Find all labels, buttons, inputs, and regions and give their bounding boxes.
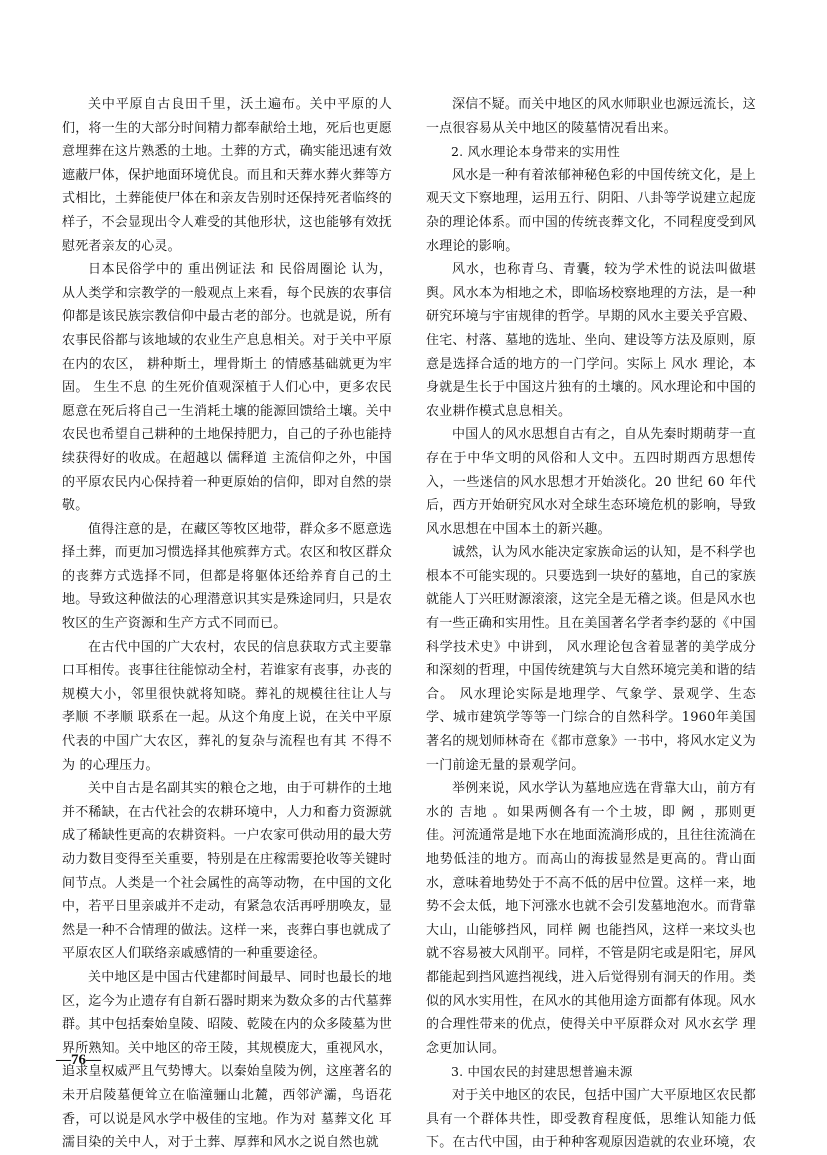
paragraph: 对于关中地区的农民，包括中国广大平原地区农民都具有一个群体共性，即受教育程度低，思维认知能力低下。在古代中国，由于种种客观原因造就的农业环境，农: [426, 1087, 757, 1151]
paragraph: 关中平原自古良田千里，沃土遍布。关中平原的人们，将一生的大部分时间精力都奉献给土地，死后也更愿意埋葬在这片熟悉的土地。土葬的方式，确实能迅速有效遮蔽尸体，保护地面环境优良。而且和天葬水葬火葬等方式相比，土葬能使尸体在和亲友告别时还保持死者临终的样子，不会显现出令人难受的其他形状，这也能够有效抚慰死者亲友的心灵。: [62, 97, 393, 254]
section-heading: 3. 中国农民的封建思想普遍未源: [451, 1064, 633, 1080]
paragraph: 风水是一种有着浓郁神秘色彩的中国传统文化，是上观天文下察地理，运用五行、阴阳、八卦等学说建立起庞杂的理论体系。而中国的传统丧葬文化，不同程度受到风水理论的影响。: [426, 167, 757, 254]
paragraph: 在古代中国的广大农村，农民的信息获取方式主要靠口耳相传。丧事往往能惊动全村，若谁家有丧事，办丧的规模大小，邻里很快就将知晓。葬礼的规模往往让人与 孝顺 不孝顺 联系在一起。从这个角度上说，在关中平原代表的中国广大农区，葬礼的复杂与流程也有其 不得不为 的心理压力。: [62, 639, 393, 773]
paragraph: 风水，也称青乌、青囊，较为学术性的说法叫做堪舆。风水本为相地之术，即临场校察地理的方法，是一种研究环境与宇宙规律的哲学。早期的风水主要关乎宫殿、住宅、村落、墓地的选址、坐向、建设等方法及原则，原意是选择合适的地方的一门学问。实际上 风水 理论，本身就是生长于中国这片独有的土壤的。风水理论和中国的农业耕作模式息息相关。: [426, 262, 757, 419]
left-column: [62, 93, 392, 1155]
paragraph: 诚然，认为风水能决定家族命运的认知，是不科学也根本不可能实现的。只要选到一块好的墓地，自己的家族就能人丁兴旺财源滚滚，这完全是无稽之谈。但是风水也有一些正确和实用性。且在美国著名学者李约瑟的《中国科学技术史》中讲到， 风水理论包含着显著的美学成分和深刻的哲理，中国传统建筑与大自然环境完美和谐的结合。 风水理论实际是地理学、气象学、景观学、生态学、城市建筑学等等一门综合的自然科学。1960年美国著名的规划师林奇在《都市意象》一书中，将风水定义为一门前途无量的景观学问。: [426, 545, 757, 773]
paragraph: 举例来说，风水学认为墓地应选在背靠大山，前方有水的 吉地 。如果两侧各有一个土坡，即 阙 ，那则更佳。河流通常是地下水在地面流淌形成的，且往往流淌在地势低洼的地方。而高山的海拔显然是更高的。背山面水，意味着地势处于不高不低的居中位置。这样一来，地势不会太低，地下河涨水也就不会引发墓地泡水。而背靠大山，山能够挡风，同样 阙 也能挡风，这样一来坟头也就不容易被大风削平。同样，不管是阴宅或是阳宅，屏风都能起到挡风遮挡视线，进入后觉得别有洞天的作用。类似的风水实用性，在风水的其他用途方面都有体现。风水的合理性带来的优点，使得关中平原群众对 风水玄学 理念更加认同。: [426, 781, 757, 1056]
right-column: [426, 93, 756, 1155]
section-heading: 2. 风水理论本身带来的实用性: [451, 144, 620, 160]
paragraph: 深信不疑。而关中地区的风水师职业也源远流长，这一点很容易从关中地区的陵墓情况看出来。: [426, 97, 756, 136]
paragraph: 值得注意的是，在藏区等牧区地带，群众多不愿意选择土葬，而更加习惯选择其他殡葬方式。农区和牧区群众的丧葬方式选择不同，但都是将躯体还给养育自己的土地。导致这种做法的心理潜意识其实是殊途同归，只是农牧区的生产资源和生产方式不同而已。: [62, 521, 393, 632]
paragraph: 日本民俗学中的 重出例证法 和 民俗周圈论 认为，从人类学和宗教学的一般观点上来看，每个民族的农事信仰都是该民族宗教信仰中最古老的部分。也就是说，所有农事民俗都与该地域的农业生产息息相关。对于关中平原在内的农区， 耕种斯土，埋骨斯土 的情感基础就更为牢固。 生生不息 的生死价值观深植于人们心中，更多农民愿意在死后将自己一生消耗土壤的能源回馈给土壤。关中农民也希望自己耕种的土地保持肥力，自己的子孙也能持续获得好的收成。在超越以 儒释道 主流信仰之外，中国的平原农民内心保持着一种更原始的信仰，即对自然的崇敬。: [62, 262, 393, 514]
paragraph: 关中自古是名副其实的粮仓之地，由于可耕作的土地并不稀缺，在古代社会的农耕环境中，人力和畜力资源就成了稀缺性更高的农耕资料。一户农家可供动用的最大劳动力数目变得至关重要，特别是在庄稼需要抢收等关键时间节点。人类是一个社会属性的高等动物，在中国的文化中，若平日里亲戚并不走动，有紧急农活再呼朋唤友，显然是一种不合情理的做法。这样一来，丧葬白事也就成了平原农区人们联络亲戚感情的一种重要途径。: [62, 781, 393, 962]
paragraph: 关中地区是中国古代建都时间最早、同时也最长的地区，迄今为止遗存有自新石器时期来为数众多的古代墓葬群。其中包括秦始皇陵、昭陵、乾陵在内的众多陵墓为世界所熟知。关中地区的帝王陵，其规模庞大，重视风水，追求皇权威严且气势博大。以秦始皇陵为例，这座著名的未开启陵墓便耸立在临潼骊山北麓，西邻浐灞，鸟语花香，可以说是风水学中极佳的宝地。作为对 墓葬文化 耳濡目染的关中人，对于土葬、厚葬和风水之说自然也就: [62, 969, 393, 1151]
page-number: —76—: [56, 1052, 101, 1068]
paragraph: 中国人的风水思想自古有之，自从先秦时期萌芽一直存在于中华文明的风俗和人文中。五四时期西方思想传入，一些迷信的风水思想才开始淡化。20 世纪 60 年代后，西方开始研究风水对全球生态环境危机的影响，导致风水思想在中国本土的新兴趣。: [426, 427, 757, 537]
